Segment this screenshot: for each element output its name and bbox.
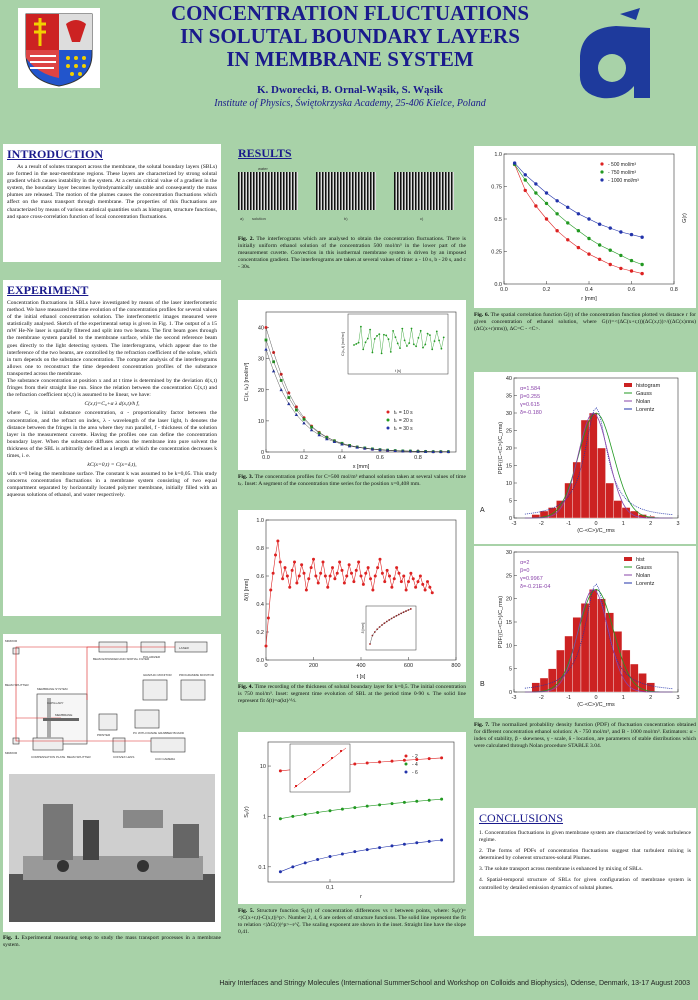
authors: K. Dworecki, B. Ornal-Wąsik, S. Wąsik	[256, 84, 443, 96]
fig4-caption-label: Fig. 4.	[238, 684, 253, 690]
histogram-bar	[606, 483, 614, 518]
label-compensation-plate: COMPENSATION PLATE	[31, 755, 66, 759]
legend-entry: histogram	[636, 383, 661, 389]
legend-entry: tₖ = 30 s	[394, 426, 413, 432]
y-tick-label: 35	[505, 393, 512, 400]
conclusions-heading: CONCLUSIONS	[479, 811, 564, 825]
y-tick-label: 0.75	[491, 184, 502, 191]
inset-y-label: C(x₀,t) [mol/m³]	[341, 332, 345, 356]
x-tick-label: 600	[403, 663, 414, 669]
fig7-caption	[474, 722, 696, 750]
y-tick-label: 15	[505, 463, 512, 470]
conclusion-item-2: 2. The forms of PDFs of concentration fluctuations suggest that turbulent mixing is determined by coherent structures-solutal Plumes.	[479, 848, 691, 862]
label-programme-monitor: PROGRAMME MONITOR	[179, 673, 214, 677]
legend-swatch	[624, 383, 632, 387]
y-tick-label: 0.2	[256, 630, 264, 636]
fig1-setup-diagram	[3, 634, 221, 932]
legend-swatch	[624, 557, 632, 561]
inset-point	[313, 771, 315, 773]
fig3-caption	[238, 474, 466, 488]
estimator-param: α=1.584	[520, 386, 541, 392]
y-tick-label: 0.5	[494, 217, 502, 223]
x-tick-label: 0,1	[326, 885, 334, 891]
fit-line	[280, 840, 441, 872]
inset-frame	[366, 606, 416, 650]
y-tick-label: 0	[260, 450, 264, 456]
y-tick-label: 1.0	[494, 152, 502, 158]
legend-marker	[405, 771, 408, 774]
x-tick-label: 0.2	[300, 455, 308, 461]
label-b: b)	[344, 216, 348, 221]
y-tick-label: 0.0	[256, 658, 264, 664]
interferogram-b	[316, 172, 376, 210]
y-tick-label: 15	[505, 620, 512, 626]
y-axis-label: Sₚ(r)	[244, 806, 250, 818]
y-tick-label: 25	[505, 428, 512, 435]
label-water: water	[258, 166, 268, 171]
institute: Institute of Physics, Świętokrzyska Academy, 25-406 Kielce, Poland	[214, 98, 486, 109]
x-tick-label: 0.2	[542, 287, 551, 293]
y-tick-label: 0	[508, 516, 512, 522]
fig4-caption-text: Time recording of the thickness of solutal boundary layer for k=0,5. The initial concentration is 750 mol/m³. Inset: segment time evolution of SBL at the period time 0-90 s. The solid line represent fit δ(t)=α(kt)^½.	[238, 684, 466, 704]
x-tick-label: -2	[538, 521, 544, 527]
x-tick-label: 0.8	[414, 455, 422, 461]
histogram-bar	[597, 448, 605, 518]
coat-of-arms-logo	[18, 8, 100, 88]
x-tick-label: 0.4	[585, 287, 593, 293]
fig3-chart	[238, 300, 466, 470]
y-tick-label: 1.0	[256, 518, 264, 524]
fig3-caption-label: Fig. 3.	[238, 474, 254, 480]
label-solution: solution	[252, 216, 266, 221]
legend-marker	[600, 162, 603, 165]
fig5-caption-text: Structure function Sₚ(r) of concentration differences vs r between points, where: Sₚ(r)=<|C(x+r,t)-C(x,t)|^p>. Number 2, 4, 6 are orders of structure functions. The solid line represent the fit to relation <|ΔC(r)|^p>~r^ζ. The scaling exponent are shown in the inset. Straight line have the slope 0,41.	[238, 908, 466, 935]
estimator-param: γ=0.9967	[520, 576, 543, 582]
x-tick-label: 800	[451, 663, 461, 669]
label-ccd-camera: CCD CAMERA	[155, 757, 176, 761]
y-axis-label: PDF((C-<C>)/C_rms)	[498, 421, 504, 475]
fig6-caption-text: The spatial correlation function G(r) of the concentration function plotted vs distance r for given concentration of ethanol solution, where G(r)=<(ΔC(x+r,t))(ΔC(x,t))>/((ΔC(x)rms)(ΔC(x+r)rms)), ΔC=C - <C>.	[474, 312, 696, 332]
histogram-bar	[589, 589, 597, 692]
x-tick-label: -2	[538, 695, 544, 701]
legend-entry: tₖ = 20 s	[394, 418, 413, 424]
y-tick-label: 0.6	[256, 574, 264, 580]
y-axis-label: PDF((C-<C>)/C_rms)	[498, 595, 504, 649]
experiment-paragraph-4: with x=0 being the membrane surface. The constant k was assumed to be k=0,05. This study concerns concentration fluctuations in a membrane system consisting of two equal compartment separated by horizontally located polymer membrane, initially filled with an aqueous solutions of ethanol, and water respectively.	[7, 471, 217, 499]
histogram-bar	[589, 413, 597, 518]
y-tick-label: 5	[508, 666, 512, 673]
label-beam-expander: BEAM EXPANDER AND SPATIAL FILTER	[93, 657, 150, 661]
legend-entry: - 500 mol/m³	[608, 162, 637, 168]
y-tick-label: 20	[505, 446, 512, 452]
legend-entry: - 1000 mol/m³	[608, 178, 639, 184]
x-tick-label: 200	[308, 663, 319, 669]
x-tick-label: 2	[649, 521, 653, 527]
equation-1: C(x,t)=C₀+α λ d(x,t)/h f,	[84, 401, 140, 408]
title-line-3: IN MEMBRANE SYSTEM	[226, 47, 474, 71]
label-beam-splitter-left: BEAM SPLITTER	[5, 683, 29, 687]
legend-entry: Lorentz	[636, 407, 655, 413]
y-tick-label: 30	[505, 550, 512, 556]
y-tick-label: 20	[505, 596, 512, 603]
fig5-caption	[238, 908, 466, 936]
y-tick-label: 10	[505, 481, 512, 487]
x-tick-label: 3	[676, 695, 680, 701]
y-axis-label: C(x, tₖ) [mol/m³]	[244, 362, 250, 402]
fig2-caption-label: Fig. 2.	[238, 236, 254, 242]
estimator-param: β=0	[520, 568, 530, 574]
conclusion-item-4: 4. Spatial-temporal structure of SBLs for given configuration of membrane system is controlled by detailed emission dynamics of solutal plumes.	[479, 877, 691, 891]
fig1-caption-text: Experimental measuring setup to study the mass transport processes in a membrane system.	[3, 935, 222, 948]
histogram-bar	[581, 420, 589, 518]
fig1-caption-label: Fig. 1.	[3, 935, 19, 941]
conclusions-section	[474, 808, 696, 936]
y-tick-label: 5	[508, 498, 512, 505]
x-tick-label: -3	[511, 521, 517, 527]
data-point-10s	[265, 326, 268, 329]
y-tick-label: 0.0	[494, 282, 502, 288]
label-mirror-top: MIRROR	[5, 639, 18, 643]
y-tick-label: 0	[508, 690, 512, 696]
fig7-caption-text: The normalized probability density function (PDF) of fluctuation concentration obtained for different concentration ethanol solution: A - 750 mol/m³, and B - 1000 mol/m³. Estimators: α - index of stability, β - skewness, γ - scale, δ - location, are parameters of stable distributions which were calculated through Nolan procedure STABLE 3.04.	[474, 722, 696, 749]
legend-marker	[387, 411, 390, 414]
histogram-bar	[614, 501, 622, 519]
fig2-caption-text: The interferograms which are analysed to obtain the concentration fluctuations. There is initially uniform ethanol solution of the concentration 500 mol/m³ in the lower part of the measurement cuvette. Convection in this isothermal membrane system is driven by an imposed concentration gradient. The interferograms are taken at several values of time: a - 10 s, b - 20 s, and c - 30s.	[238, 236, 466, 270]
x-tick-label: 3	[676, 521, 680, 527]
inset-point	[322, 764, 324, 766]
y-tick-label: 0.1	[258, 864, 266, 871]
inset-y-label: δ [mm]	[361, 622, 365, 634]
inset-point	[340, 750, 342, 752]
fig5-chart	[238, 732, 466, 904]
footer: Hairy Interfaces and Stringy Molecules (International SummerSchool and Workshop on Colloids and Biophysics), Odense, Denmark, 13-17 August 2003	[219, 980, 690, 987]
legend-marker	[387, 419, 390, 422]
fig6-caption-label: Fig. 6.	[474, 312, 490, 318]
estimator-param: α=2	[520, 560, 530, 566]
data-point-30s	[264, 348, 267, 351]
legend-marker	[405, 763, 408, 766]
x-tick-label: 400	[356, 663, 366, 669]
x-tick-label: 0.6	[376, 455, 384, 461]
histogram-bar	[622, 508, 630, 519]
x-axis-label: (C-<C>)/C_rms	[577, 528, 615, 534]
legend-marker	[600, 178, 603, 181]
label-printer: PRINTER	[97, 733, 111, 737]
panel-letter: B	[480, 681, 485, 688]
x-tick-label: 1	[621, 521, 625, 527]
histogram-bar	[548, 669, 556, 692]
introduction-section	[3, 144, 221, 262]
x-tick-label: 2	[649, 695, 653, 701]
label-convex-lens: CONVEX LENS	[113, 755, 135, 759]
estimator-param: γ=0.615	[520, 402, 540, 408]
experiment-section	[3, 280, 221, 616]
panel-letter: A	[480, 507, 485, 514]
x-tick-label: -1	[566, 521, 572, 527]
data-point	[640, 263, 643, 266]
label-laser: LASER	[179, 646, 189, 650]
legend-entry: Lorentz	[636, 581, 655, 587]
legend-marker	[600, 170, 603, 173]
interferogram-a	[238, 172, 298, 210]
fig7-panels	[474, 372, 696, 718]
legend-entry: Gauss	[636, 565, 652, 571]
label-beam-splitter-bottom: BEAM SPLITTER	[67, 755, 91, 759]
data-point	[279, 870, 282, 873]
x-axis-label: (C-<C>)/C_rms	[577, 702, 615, 708]
title-line-1: CONCENTRATION FLUCTUATIONS	[170, 1, 529, 25]
x-axis-label: r	[360, 894, 362, 900]
fig3-caption-text: The concentration profiles for C=500 mol/m³ ethanol solution taken at several values of time tₖ. Inset: A segment of the concentration time series for the position x=0,408 mm.	[238, 474, 466, 487]
legend-entry: Nolan	[636, 573, 651, 579]
x-tick-label: -3	[511, 695, 517, 701]
experiment-paragraph-2: The substance concentration at position x and at t time is determined by the deviation d(x,t) fringes from their straight line run. Since the relation between the concentration C(x,t) and the refraction coefficient n(x,t) is assumed to be linear, we have:	[7, 378, 217, 399]
x-tick-label: 0	[264, 663, 268, 669]
plot-frame	[266, 520, 456, 660]
y-tick-label: 10	[259, 764, 266, 771]
setup-diagram-svg	[3, 634, 221, 932]
results-heading: RESULTS	[238, 146, 292, 160]
y-axis-label: δ(t) [mm]	[244, 579, 250, 601]
title-line-2: IN SOLUTAL BOUNDARY LAYERS	[180, 24, 520, 48]
x-tick-label: 0.0	[500, 287, 508, 293]
y-tick-label: 25	[505, 573, 512, 580]
legend-entry: - 2	[412, 754, 418, 760]
legend-marker	[405, 755, 408, 758]
fig4-caption	[238, 684, 466, 705]
estimator-param: δ=-0.180	[520, 410, 542, 416]
fig1-caption	[3, 935, 221, 949]
conclusion-item-1: 1. Concentration fluctuations in given membrane system are characterized by weak turbulence regime.	[479, 830, 691, 844]
introduction-heading: INTRODUCTION	[7, 147, 104, 161]
y-tick-label: 10	[257, 418, 264, 425]
experiment-heading: EXPERIMENT	[7, 283, 89, 297]
fig6-chart	[474, 146, 696, 308]
x-tick-label: 0.4	[338, 455, 346, 461]
fig7-caption-label: Fig. 7.	[474, 722, 490, 728]
label-graphic-monitor: GRAPHIC MONITOR	[143, 673, 172, 677]
fig5-caption-label: Fig. 5.	[238, 908, 255, 914]
fig6-caption	[474, 312, 696, 333]
y-axis-label: G(r)	[682, 213, 688, 223]
y-tick-label: 10	[505, 643, 512, 650]
inset-point	[304, 778, 306, 780]
y-tick-label: 0.4	[256, 602, 264, 608]
label-membrane: MEMBRANE	[55, 713, 73, 717]
poster-title	[100, 2, 600, 71]
estimator-param: δ=-0.21E-04	[520, 584, 551, 590]
label-a: a)	[240, 216, 244, 221]
histogram-bar	[565, 636, 573, 692]
y-tick-label: 40	[257, 325, 264, 332]
x-tick-label: 0.0	[262, 455, 270, 461]
inset-point	[331, 757, 333, 759]
legend-entry: Nolan	[636, 399, 651, 405]
equation-2: kC(x=0,t) = C(x=δ,t),	[87, 462, 137, 469]
label-membrane-system: MEMBRANE SYSTEM	[37, 687, 68, 691]
experiment-paragraph-3: where C₀ is initial substance concentration, α - proportionality factor between the concentration, and the refract on index, λ - wavelength of the laser light, h denotes the distance between the fringes in the area where they run parallel, f - thickness of the solution layer in the measurement cuvette. Having the profiles one can define the concentration boundary layer. When the substance diffuses across the membrane into pure solvent the thickness of the SBL is arbitrarily defined as a length at which the concentration decreases k times, i. e.	[7, 410, 217, 459]
x-tick-label: 0	[594, 695, 598, 701]
conclusion-item-3: 3. The solute transport across membrane is enhanced by mixing of SBLs.	[479, 866, 643, 873]
estimator-param: β=0.255	[520, 394, 541, 400]
y-tick-label: 30	[257, 356, 264, 363]
legend-entry: - 6	[412, 770, 418, 776]
x-tick-label: 0.6	[627, 287, 636, 293]
fig2-interferograms	[238, 162, 468, 236]
x-axis-label: x [mm]	[352, 464, 370, 470]
legend-entry: tₖ = 10 s	[394, 410, 413, 416]
legend-entry: hist	[636, 557, 645, 563]
y-tick-label: 1	[262, 814, 266, 821]
interferogram-c	[394, 172, 454, 210]
inset-x-label: t [s]	[395, 369, 401, 373]
inset-point	[295, 785, 297, 787]
y-tick-label: 30	[505, 411, 512, 417]
academy-logo	[572, 6, 664, 106]
fig4-chart	[238, 510, 466, 682]
label-capillary: CAPILLARY	[47, 701, 64, 705]
legend-entry: - 750 mol/m³	[608, 170, 637, 176]
experiment-paragraph-1: Concentration fluctuations in SBLs have investigated by means of the laser interferometric method. We have measured the time evolution of the concentration profiles for several values of the initial ethanol concentration solution. The interferometric images measured were statistically analysed. Sketch of the experimental setup is given in Fig. 1. The output of a 15 mW He-Ne laser is spatially filtered and split into two beams. The first beam goes through the membrane system parallel to the membrane surface, while the second reference beam goes directly to the light detecting system. The interferograms, which appear due to the interference of the two beams, are controlled by the refraction coefficient of the solute, which in turn depends on the substance concentration. The computer analysis of the interferograms allows one to reconstruct the time dependent concentration profiles of the substance transported across the membrane.	[7, 300, 217, 377]
y-tick-label: 20	[257, 387, 264, 394]
x-axis-label: r [mm]	[581, 296, 597, 302]
legend-entry: Gauss	[636, 391, 652, 397]
label-mirror-bottom: MIRROR	[5, 751, 18, 755]
introduction-text: As a result of solutes transport across the membrane, the solutal boundary layers (SBLs) are formed in the near-membrane regions. These layers are characterized by strong solutal gradient which causes instability in the system. At a certain critical value of a gradient in the system, the boundary layer becomes hydrodynamically unstable and consequently the mass plumes are released. The motion of the plumes causes the concentration fluctuations which affect on the mass transport through membrane. The properties of this fluctuations are characterized by means of various statistical quantities such as histogram, structure functions, and space cross-correlation function of local concentration fluctuations.	[7, 164, 217, 220]
label-polarizer: POLARIZER	[143, 655, 161, 659]
y-tick-label: 40	[505, 376, 512, 382]
x-tick-label: -1	[566, 695, 572, 701]
inset-point	[410, 608, 412, 610]
x-tick-label: 1	[621, 695, 625, 701]
legend-marker	[387, 427, 390, 430]
x-axis-label: t [s]	[356, 674, 366, 680]
label-pc: PC WITH FRAME GRABBER BOARD	[133, 731, 185, 735]
label-c: c)	[420, 216, 424, 221]
fig2-caption	[238, 236, 466, 271]
legend-entry: - 4	[412, 762, 418, 768]
x-tick-label: 0.8	[670, 287, 678, 293]
x-tick-label: 0	[594, 521, 598, 527]
y-tick-label: 0.8	[256, 546, 264, 552]
y-tick-label: 0.25	[491, 249, 502, 256]
